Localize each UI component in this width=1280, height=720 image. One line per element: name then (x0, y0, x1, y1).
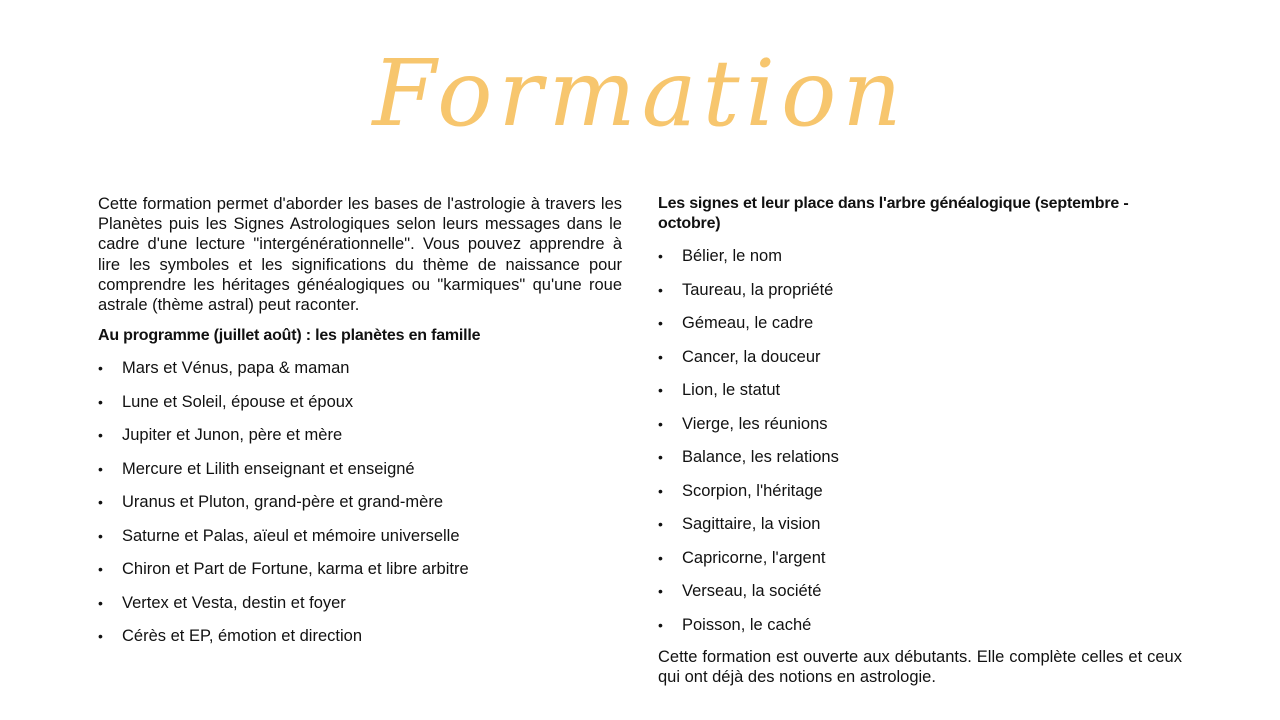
bullet-icon: • (98, 561, 103, 578)
list-item (658, 581, 1182, 615)
signs-heading: Les signes et leur place dans l'arbre généalogique (septembre - octobre) (658, 195, 1129, 232)
list-item-label: Uranus et Pluton, grand-père et grand-mère (122, 493, 444, 512)
list-item-label: Vertex et Vesta, destin et foyer (122, 593, 346, 612)
page-title: Formation (372, 40, 908, 147)
bullet-icon: • (658, 482, 663, 499)
list-item (658, 313, 1182, 347)
list-item (98, 358, 622, 392)
list-item (658, 447, 1182, 481)
bullet-icon: • (98, 393, 103, 410)
list-item-label: Mars et Vénus, papa & maman (122, 359, 350, 378)
bullet-icon: • (658, 616, 663, 633)
bullet-icon: • (658, 583, 663, 599)
bullet-icon: • (98, 494, 103, 511)
bullet-icon: • (98, 427, 103, 444)
list-item (98, 593, 622, 627)
list-item-label: Gémeau, le cadre (682, 314, 814, 332)
list-item (658, 514, 1182, 548)
bullet-icon: • (658, 549, 663, 566)
list-item-label: Jupiter et Junon, père et mère (122, 426, 343, 445)
program-heading: Au programme (juillet août) : les planètes en famille (98, 327, 481, 345)
bullet-icon: • (658, 281, 663, 298)
list-item-label: Verseau, la société (682, 582, 822, 600)
bullet-icon: • (658, 348, 663, 365)
bullet-icon: • (658, 415, 663, 432)
bullet-icon: • (658, 315, 663, 331)
list-item (98, 459, 622, 493)
bullet-icon: • (98, 594, 103, 611)
list-item (98, 392, 622, 426)
bullet-icon: • (98, 460, 103, 477)
list-item-label: Balance, les relations (682, 448, 839, 466)
bullet-icon: • (98, 360, 103, 377)
list-item-label: Poisson, le caché (682, 615, 812, 634)
left-column (98, 194, 622, 660)
list-item (658, 347, 1182, 381)
bullet-icon: • (98, 527, 103, 544)
list-item-label: Capricorne, l'argent (682, 548, 826, 567)
list-item (658, 380, 1182, 414)
list-item (658, 615, 1182, 649)
list-item (658, 246, 1182, 280)
list-item-label: Lune et Soleil, épouse et époux (122, 392, 354, 411)
signs-list (658, 246, 1182, 648)
intro-paragraph: Cette formation permet d'aborder les bases de l'astrologie à travers les Planètes puis les Signes Astrologiques selon leurs messages dans le cadre d'une lecture "intergénérationnelle". Vous pouvez apprendre à lire les symboles et les significations du thème de naissance pour comprendre les héritages généalogiques ou "karmiques" qu'une roue astrale (thème astral) peut raconter. (98, 195, 622, 315)
list-item (658, 548, 1182, 582)
list-item-label: Taureau, la propriété (682, 280, 834, 299)
list-item (98, 492, 622, 526)
list-item-label: Scorpion, l'héritage (682, 481, 823, 500)
bullet-icon: • (98, 628, 103, 645)
bullet-icon: • (658, 516, 663, 532)
right-column (658, 194, 1182, 687)
list-item (98, 425, 622, 459)
list-item-label: Bélier, le nom (682, 247, 782, 265)
list-item-label: Lion, le statut (682, 381, 781, 399)
bullet-icon: • (658, 382, 663, 398)
list-item-label: Sagittaire, la vision (682, 515, 821, 533)
list-item (98, 526, 622, 560)
list-item (658, 280, 1182, 314)
list-item-label: Chiron et Part de Fortune, karma et libre arbitre (122, 560, 469, 579)
bullet-icon: • (658, 248, 663, 264)
list-item (658, 481, 1182, 515)
list-item (98, 626, 622, 660)
list-item-label: Mercure et Lilith enseignant et enseigné (122, 459, 415, 478)
closing-paragraph: Cette formation est ouverte aux débutants. Elle complète celles et ceux qui ont déjà des notions en astrologie. (658, 648, 1182, 687)
list-item (98, 559, 622, 593)
bullet-icon: • (658, 449, 663, 465)
list-item-label: Vierge, les réunions (682, 414, 828, 433)
planets-list (98, 358, 622, 660)
list-item-label: Cancer, la douceur (682, 347, 821, 366)
list-item-label: Saturne et Palas, aïeul et mémoire universelle (122, 526, 460, 545)
list-item-label: Cérès et EP, émotion et direction (122, 627, 362, 646)
list-item (658, 414, 1182, 448)
